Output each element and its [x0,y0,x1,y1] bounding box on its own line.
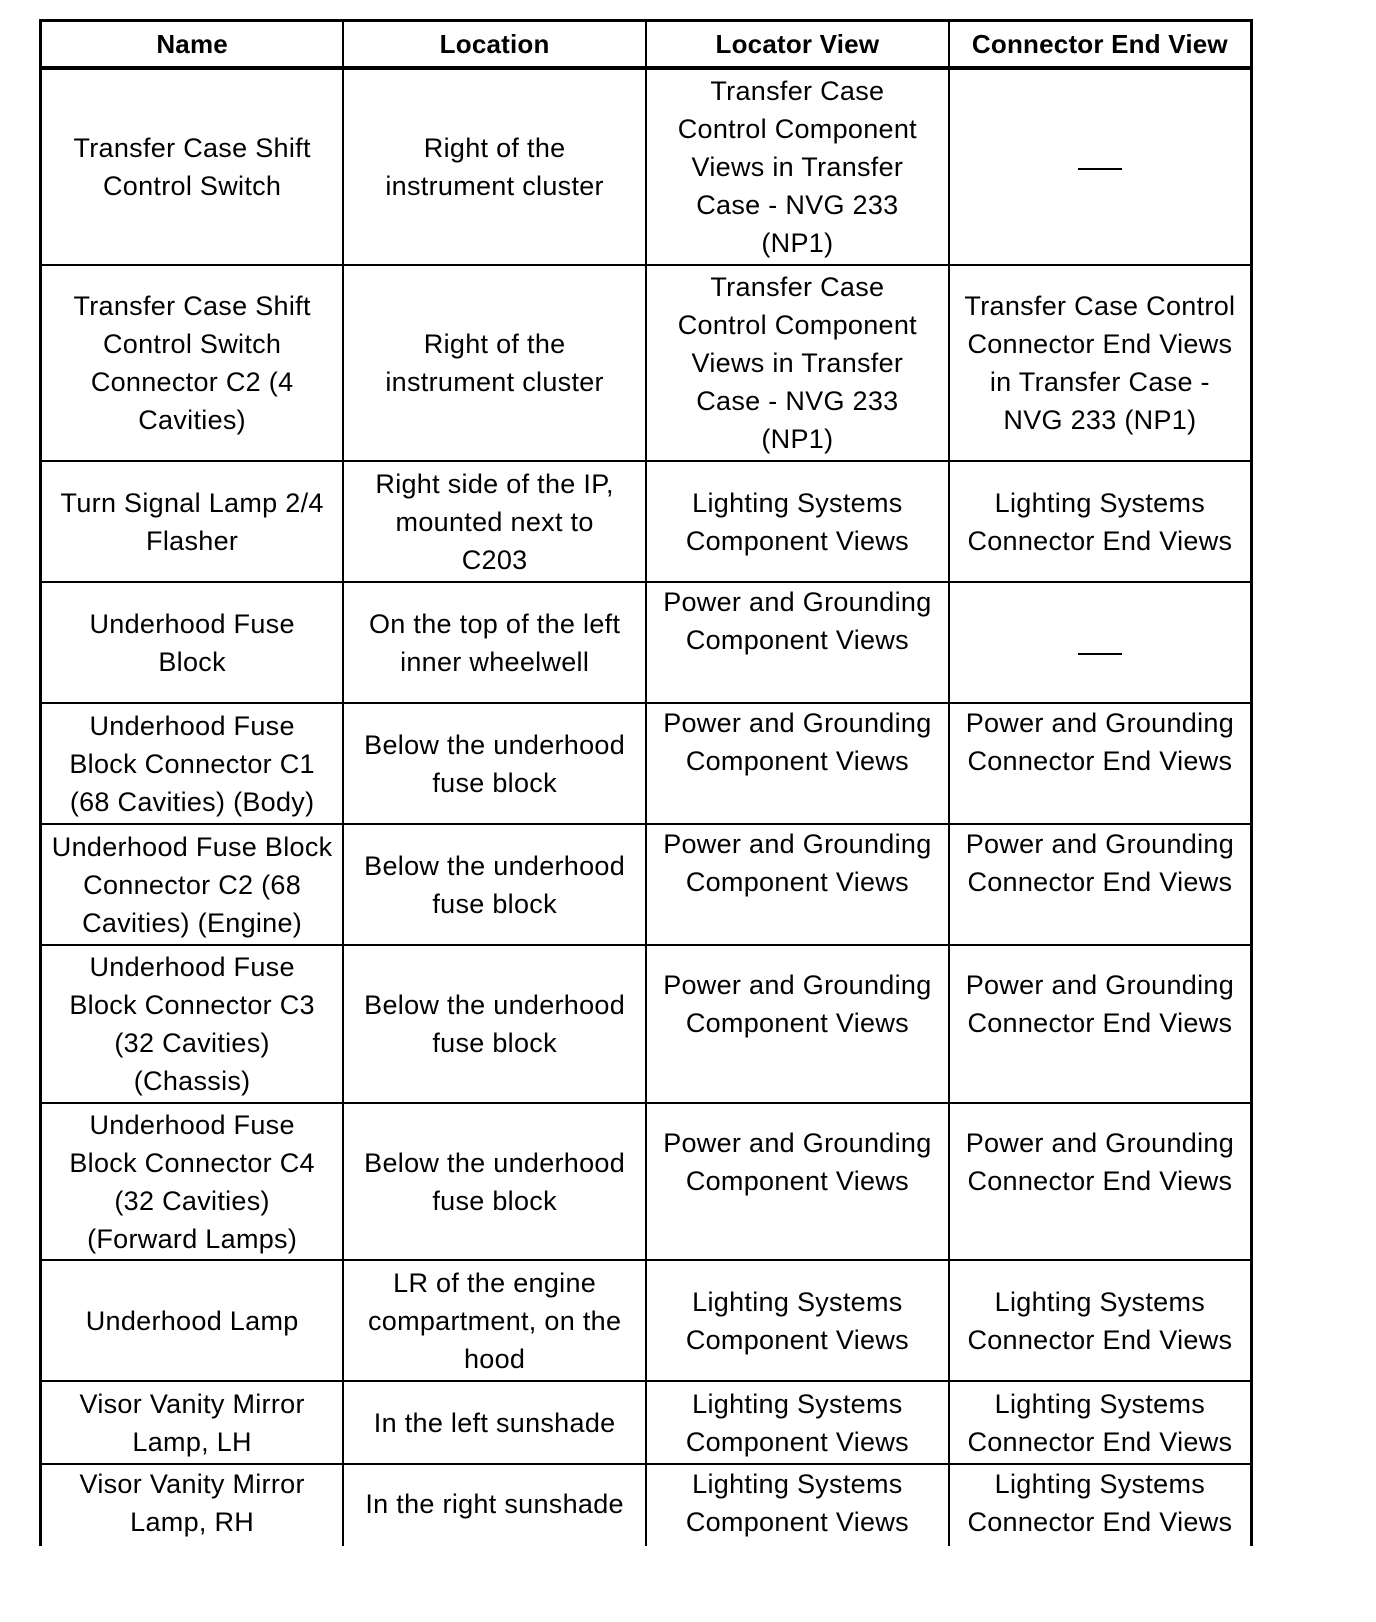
cell-location: Right side of the IP, mounted next to C203 [343,461,646,582]
cell-connector-end-view [949,68,1252,265]
cell-locator-view: Lighting Systems Component Views [646,1260,949,1381]
table-row [41,461,1252,582]
cell-name: Underhood Fuse Block Connector C1 (68 Cavities) (Body) [41,703,344,824]
table-row [41,1260,1252,1381]
cell-connector-end-view: Lighting Systems Connector End Views [949,461,1252,582]
column-header-name: Name [41,21,344,69]
component-locator-table [39,19,1253,1546]
cell-name: Turn Signal Lamp 2/4 Flasher [41,461,344,582]
cell-locator-view: Power and Grounding Component Views [646,1103,949,1260]
table-row [41,582,1252,703]
cell-name: Transfer Case Shift Control Switch Connector C2 (4 Cavities) [41,265,344,461]
table-row [41,68,1252,265]
cell-connector-end-view: Power and Grounding Connector End Views [949,703,1252,824]
cell-locator-view: Transfer Case Control Component Views in Transfer Case - NVG 233 (NP1) [646,68,949,265]
table-row [41,1381,1252,1464]
cell-name: Visor Vanity Mirror Lamp, LH [41,1381,344,1464]
cell-locator-view: Lighting Systems Component Views [646,1381,949,1464]
table-row [41,945,1252,1103]
cell-connector-end-view: Transfer Case Control Connector End Views in Transfer Case - NVG 233 (NP1) [949,265,1252,461]
cell-locator-view: Power and Grounding Component Views [646,945,949,1103]
cell-connector-end-view: Lighting Systems Connector End Views [949,1381,1252,1464]
cell-location: Below the underhood fuse block [343,703,646,824]
cell-location: Right of the instrument cluster [343,68,646,265]
component-locator-table-page [39,19,1253,1546]
cell-location: In the right sunshade [343,1464,646,1546]
cell-location: LR of the engine compartment, on the hood [343,1260,646,1381]
cell-name: Visor Vanity Mirror Lamp, RH [41,1464,344,1546]
cell-location: On the top of the left inner wheelwell [343,582,646,703]
cell-location: Below the underhood fuse block [343,824,646,945]
cell-locator-view: Lighting Systems Component Views [646,461,949,582]
cell-locator-view: Power and Grounding Component Views [646,582,949,703]
table-header-row [41,21,1252,69]
cell-connector-end-view: Power and Grounding Connector End Views [949,945,1252,1103]
column-header-connector-end-view: Connector End View [949,21,1252,69]
cell-locator-view: Lighting Systems Component Views [646,1464,949,1546]
cell-connector-end-view: Lighting Systems Connector End Views [949,1464,1252,1546]
cell-connector-end-view: Lighting Systems Connector End Views [949,1260,1252,1381]
cell-name: Underhood Fuse Block [41,582,344,703]
cell-connector-end-view: Power and Grounding Connector End Views [949,1103,1252,1260]
cell-locator-view: Transfer Case Control Component Views in Transfer Case - NVG 233 (NP1) [646,265,949,461]
table-row [41,1464,1252,1546]
dash-mark [1078,653,1122,655]
table-row [41,1103,1252,1260]
table-row [41,703,1252,824]
cell-location: Below the underhood fuse block [343,1103,646,1260]
cell-name: Transfer Case Shift Control Switch [41,68,344,265]
cell-locator-view: Power and Grounding Component Views [646,703,949,824]
column-header-locator-view: Locator View [646,21,949,69]
table-row [41,824,1252,945]
cell-connector-end-view [949,582,1252,703]
cell-connector-end-view: Power and Grounding Connector End Views [949,824,1252,945]
cell-name: Underhood Fuse Block Connector C2 (68 Cavities) (Engine) [41,824,344,945]
cell-name: Underhood Lamp [41,1260,344,1381]
cell-location: In the left sunshade [343,1381,646,1464]
column-header-location: Location [343,21,646,69]
cell-location: Below the underhood fuse block [343,945,646,1103]
cell-name: Underhood Fuse Block Connector C3 (32 Cavities) (Chassis) [41,945,344,1103]
table-row [41,265,1252,461]
cell-locator-view: Power and Grounding Component Views [646,824,949,945]
cell-name: Underhood Fuse Block Connector C4 (32 Cavities) (Forward Lamps) [41,1103,344,1260]
cell-location: Right of the instrument cluster [343,265,646,461]
dash-mark [1078,168,1122,170]
